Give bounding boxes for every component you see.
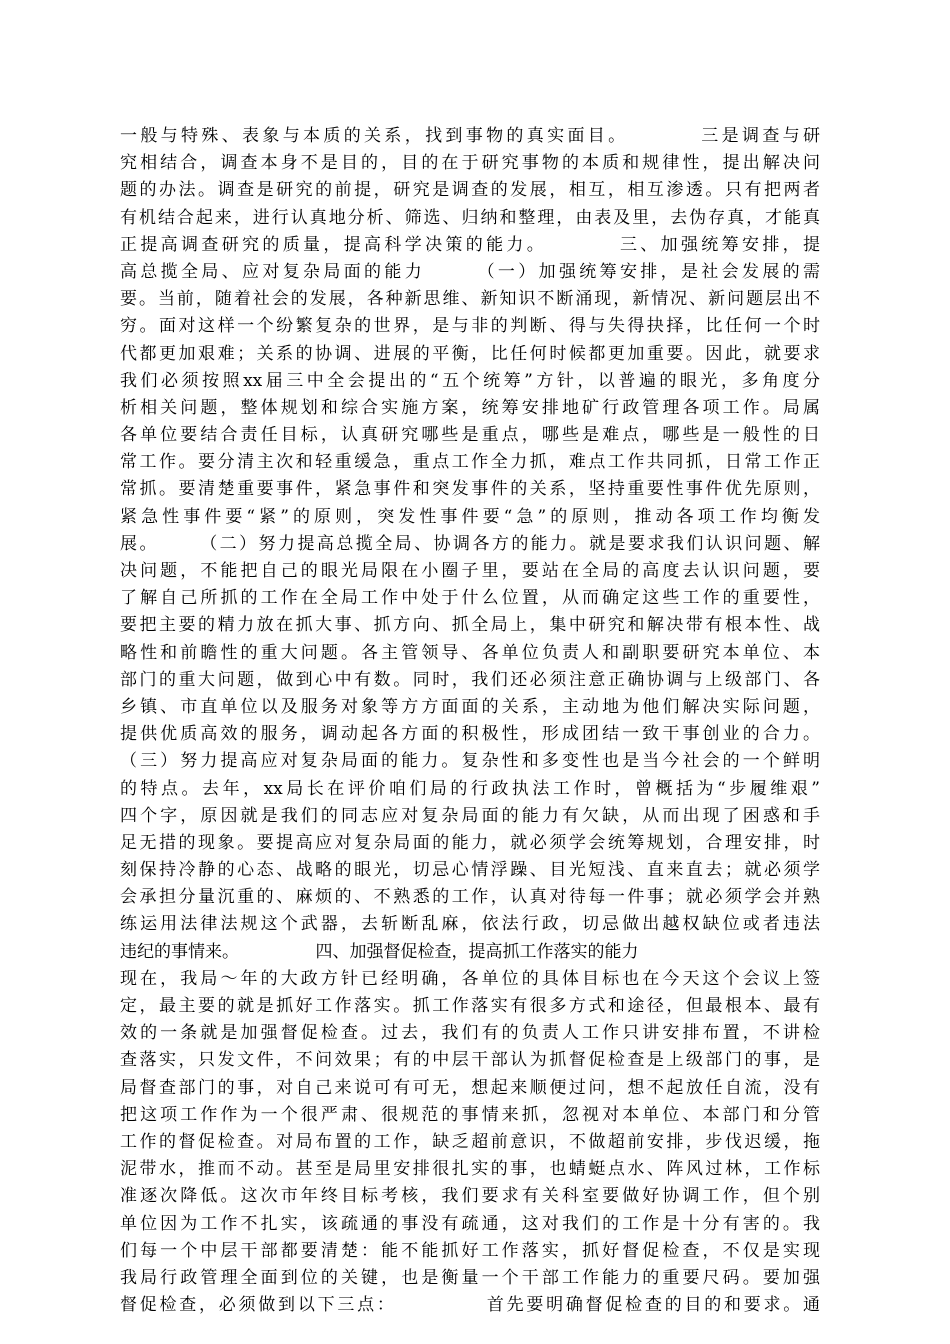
text-line: 局督查部门的事，对自己来说可有可无，想起来顺便过问，想不起放任自流，没有	[120, 1077, 820, 1098]
text-line: 违纪的事情来。 四、加强督促检查，提高抓工作落实的能力	[120, 941, 639, 962]
text-line: 我局行政管理全面到位的关键，也是衡量一个干部工作能力的重要尺码。要加强	[120, 1267, 820, 1288]
text-line: 的特点。去年，xx局长在评价咱们局的行政执法工作时，曾概括为“步履维艰”	[120, 778, 820, 799]
text-line: 正提高调查研究的质量，提高科学决策的能力。 三、加强统筹安排，提	[120, 234, 820, 255]
text-line: 准逐次降低。这次市年终目标考核，我们要求有关科室要做好协调工作，但个别	[120, 1186, 820, 1207]
text-line: 定，最主要的就是抓好工作落实。抓工作落实有很多方式和途径，但最根本、最有	[120, 996, 820, 1016]
text-line: 练运用法律法规这个武器，去斩断乱麻，依法行政，切忌做出越权缺位或者违法	[120, 914, 820, 935]
text-line: 部门的重大问题，做到心中有数。同时，我们还必须注意正确协调与上级部门、各	[120, 669, 820, 690]
text-line: 有机结合起来，进行认真地分析、筛选、归纳和整理，由表及里，去伪存真，才能真	[120, 207, 820, 228]
text-line: 析相关问题，整体规划和综合实施方案，统筹安排地矿行政管理各项工作。局属	[120, 397, 820, 418]
text-line: 查落实，只发文件，不问效果；有的中层干部认为抓督促检查是上级部门的事，是	[120, 1050, 820, 1071]
text-line: 紧急性事件要“紧”的原则，突发性事件要“急”的原则，推动各项工作均衡发	[120, 506, 820, 527]
text-line: 一般与特殊、表象与本质的关系，找到事物的真实面目。 三是调查与研	[120, 126, 820, 146]
text-line: 决问题，不能把自己的眼光局限在小圈子里，要站在全局的高度去认识问题，要	[120, 561, 820, 581]
text-line: 把这项工作作为一个很严肃、很规范的事情来抓，忽视对本单位、本部门和分管	[120, 1104, 820, 1125]
text-line: 四个字，原因就是我们的同志应对复杂局面的能力有欠缺，从而出现了困惑和手	[120, 805, 820, 826]
text-line: 督促检查，必须做到以下三点： 首先要明确督促检查的目的和要求。通	[120, 1295, 820, 1316]
text-line: 高总揽全局、应对复杂局面的能力 （一）加强统筹安排，是社会发展的需	[120, 261, 820, 282]
text-line: 我们必须按照xx届三中全会提出的“五个统筹”方针，以普遍的眼光，多角度分	[120, 370, 820, 391]
body-text	[120, 123, 820, 1319]
text-line: 常工作。要分清主次和轻重缓急，重点工作全力抓，难点工作共同抓，日常工作正	[120, 452, 820, 473]
text-line: 常抓。要清楚重要事件，紧急事件和突发事件的关系，坚持重要性事件优先原则，	[120, 479, 820, 500]
text-line: 提供优质高效的服务，调动起各方面的积极性，形成团结一致干事创业的合力。	[120, 724, 820, 745]
text-line: 现在，我局～年的大政方针已经明确，各单位的具体目标也在今天这个会议上签	[120, 968, 820, 989]
text-line: 刻保持冷静的心态、战略的眼光，切忌心情浮躁、目光短浅、直来直去；就必须学	[120, 860, 820, 881]
text-line: 代都更加艰难；关系的协调、进展的平衡，比任何时候都更加重要。因此，就要求	[120, 343, 820, 364]
text-line: 题的办法。调查是研究的前提，研究是调查的发展，相互，相互渗透。只有把两者	[120, 180, 820, 201]
text-line: 要把主要的精力放在抓大事、抓方向、抓全局上，集中研究和解决带有根本性、战	[120, 615, 820, 636]
text-line: 单位因为工作不扎实，该疏通的事没有疏通，这对我们的工作是十分有害的。我	[120, 1213, 820, 1234]
text-line: 会承担分量沉重的、麻烦的、不熟悉的工作，认真对待每一件事；就必须学会并熟	[120, 887, 820, 908]
text-line: 略性和前瞻性的重大问题。各主管领导、各单位负责人和副职要研究本单位、本	[120, 642, 820, 663]
text-line: 工作的督促检查。对局布置的工作，缺乏超前意识，不做超前安排，步伐迟缓，拖	[120, 1131, 820, 1152]
text-line: 足无措的现象。要提高应对复杂局面的能力，就必须学会统筹规划，合理安排，时	[120, 832, 820, 853]
text-line: 泥带水，推而不动。甚至是局里安排很扎实的事，也蜻蜓点水、阵风过林，工作标	[120, 1159, 820, 1180]
text-line: （三）努力提高应对复杂局面的能力。复杂性和多变性也是当今社会的一个鲜明	[120, 751, 820, 772]
text-line: 了解自己所抓的工作在全局工作中处于什么位置，从而确定这些工作的重要性，	[120, 588, 820, 609]
text-line: 各单位要结合责任目标，认真研究哪些是重点，哪些是难点，哪些是一般性的日	[120, 425, 820, 446]
text-line: 们每一个中层干部都要清楚：能不能抓好工作落实，抓好督促检查，不仅是实现	[120, 1240, 820, 1261]
text-line: 展。 （二）努力提高总揽全局、协调各方的能力。就是要求我们认识问题、解	[120, 533, 820, 554]
text-line: 乡镇、市直单位以及服务对象等方方面面的关系，主动地为他们解决实际问题，	[120, 696, 820, 717]
text-line: 效的一条就是加强督促检查。过去，我们有的负责人工作只讲安排布置，不讲检	[120, 1023, 820, 1044]
text-line: 究相结合，调查本身不是目的，目的在于研究事物的本质和规律性，提出解决问	[120, 153, 820, 174]
text-line: 穷。面对这样一个纷繁复杂的世界，是与非的判断、得与失得抉择，比任何一个时	[120, 316, 820, 337]
text-line: 要。当前，随着社会的发展，各种新思维、新知识不断涌现，新情况、新问题层出不	[120, 289, 820, 310]
